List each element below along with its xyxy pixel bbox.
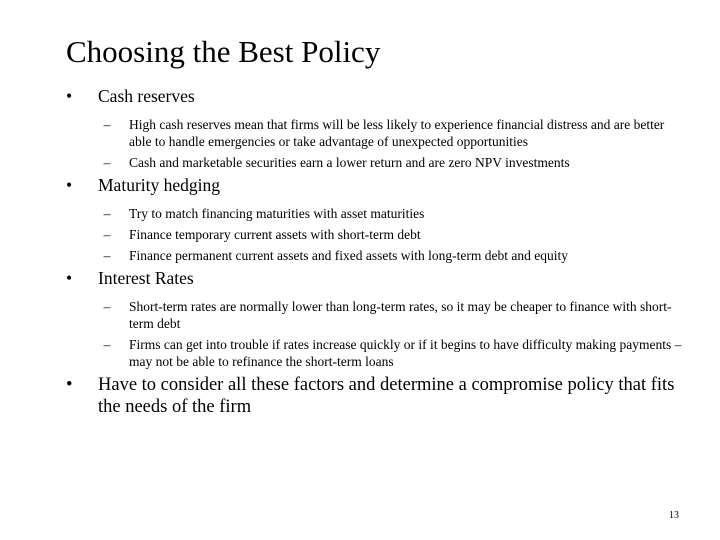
dash-marker: – xyxy=(103,248,111,263)
sub-item xyxy=(98,298,686,332)
dash-marker: – xyxy=(103,337,111,352)
sub-item xyxy=(98,336,686,370)
sub-item-text: High cash reserves mean that firms will be less likely to experience financial distress and are better able to handle emergencies or take advantage of unexpected opportunities xyxy=(129,117,665,149)
sub-item xyxy=(98,154,686,171)
bullet-marker: • xyxy=(66,375,73,395)
bullet-marker: • xyxy=(66,268,73,288)
sub-item-text: Finance permanent current assets and fixed assets with long-term debt and equity xyxy=(129,248,568,263)
bullet-text: Interest Rates xyxy=(98,268,194,288)
sub-item-text: Firms can get into trouble if rates increase quickly or if it begins to have difficulty making payments – may not be able to refinance the short-term loans xyxy=(129,337,682,369)
dash-marker: – xyxy=(103,155,111,170)
page-number: 13 xyxy=(669,510,679,521)
slide-title: Choosing the Best Policy xyxy=(66,34,381,69)
sub-item xyxy=(98,226,686,243)
dash-marker: – xyxy=(103,227,111,242)
sub-item xyxy=(98,247,686,264)
bullet-marker: • xyxy=(66,86,73,106)
dash-marker: – xyxy=(103,117,111,132)
sub-item-text: Finance temporary current assets with short-term debt xyxy=(129,227,421,242)
bullet-text: Maturity hedging xyxy=(98,175,220,195)
bullet-marker: • xyxy=(66,175,73,195)
bullet-cash-reserves xyxy=(66,86,686,107)
sub-item-text: Short-term rates are normally lower than long-term rates, so it may be cheaper to finance with short-term debt xyxy=(129,299,672,331)
sub-item-text: Cash and marketable securities earn a lower return and are zero NPV investments xyxy=(129,155,570,170)
sub-list-cash-reserves xyxy=(98,116,686,171)
sub-item-text: Try to match financing maturities with asset maturities xyxy=(129,206,425,221)
sub-item xyxy=(98,116,686,150)
slide-content xyxy=(66,86,686,418)
sub-item xyxy=(98,205,686,222)
bullet-maturity-hedging xyxy=(66,175,686,196)
bullet-text: Have to consider all these factors and determine a compromise policy that fits the needs of the firm xyxy=(98,375,675,417)
dash-marker: – xyxy=(103,206,111,221)
bullet-text: Cash reserves xyxy=(98,86,195,106)
dash-marker: – xyxy=(103,299,111,314)
sub-list-interest-rates xyxy=(98,298,686,370)
sub-list-maturity-hedging xyxy=(98,205,686,264)
bullet-compromise-policy xyxy=(66,374,686,418)
bullet-interest-rates xyxy=(66,268,686,289)
